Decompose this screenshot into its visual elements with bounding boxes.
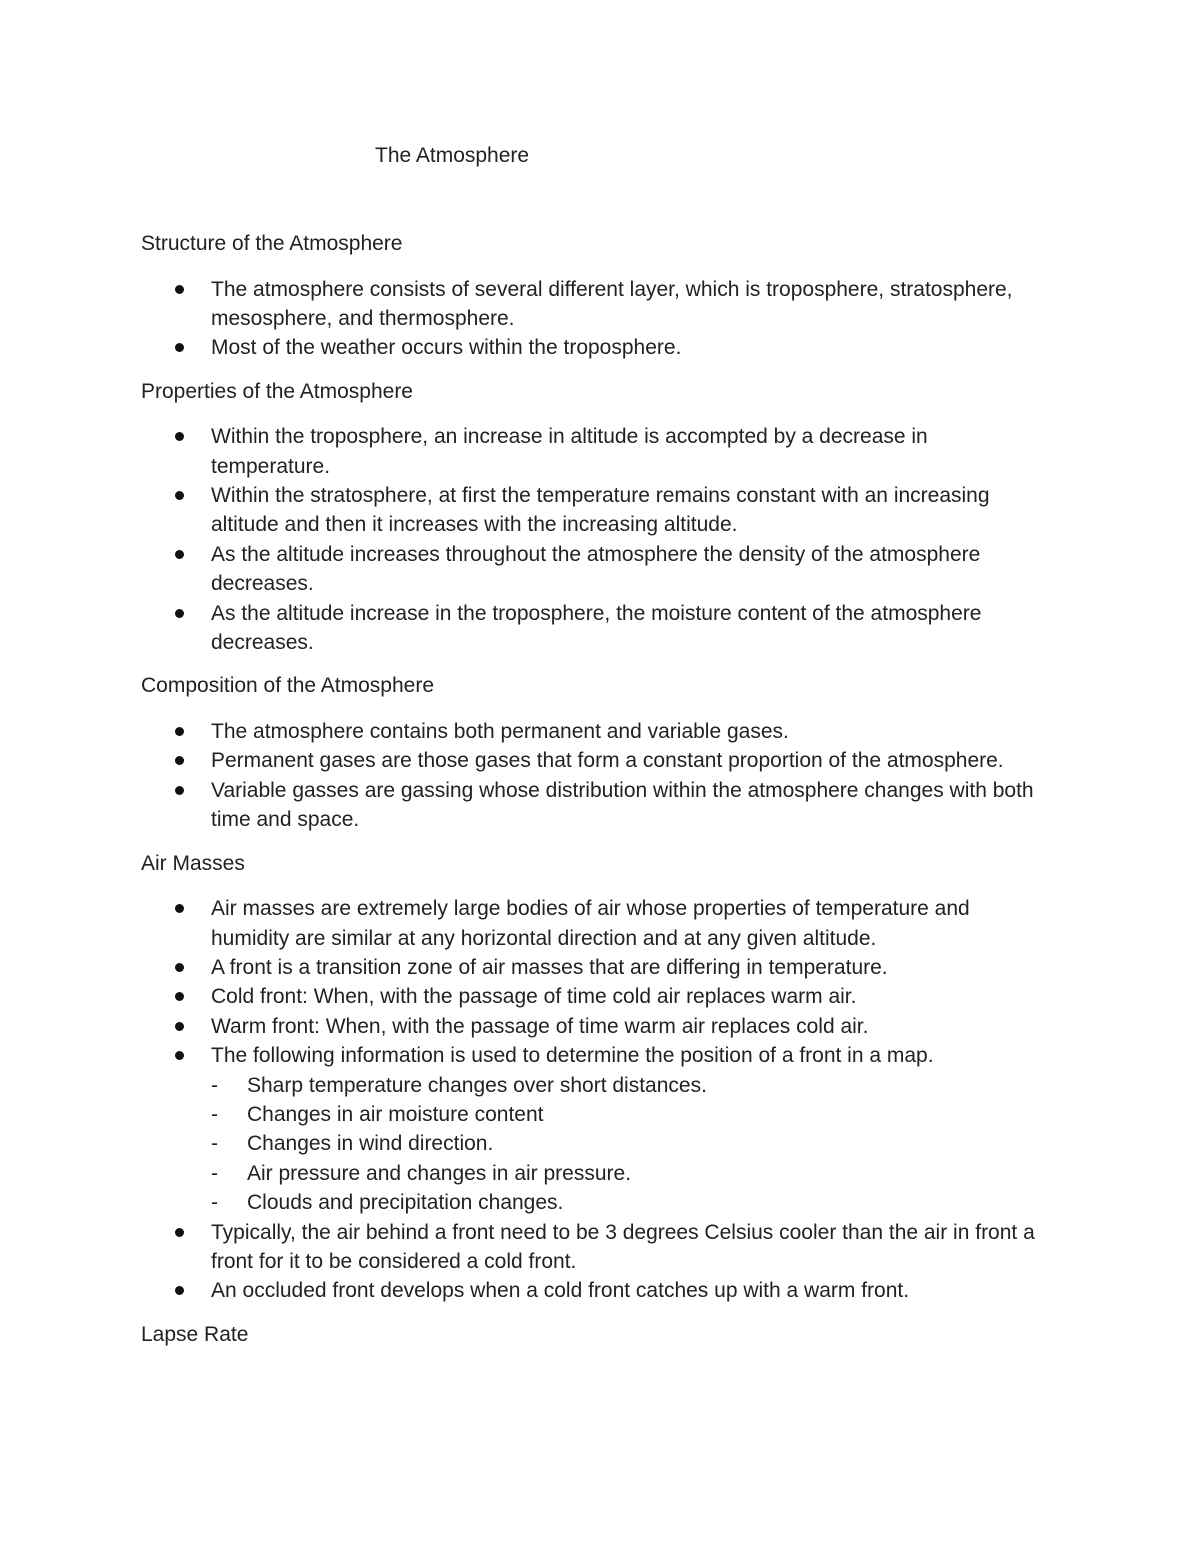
- bullet-icon: [175, 609, 184, 618]
- bullet-text: The atmosphere consists of several different layer, which is troposphere, stratosphere, mesosphere, and thermosphere.: [211, 277, 1013, 330]
- bullet-item: [141, 746, 1051, 775]
- bullet-text: Within the stratosphere, at first the temperature remains constant with an increasing altitude and then it increases with the increasing altitude.: [211, 484, 990, 537]
- bullet-icon: [175, 285, 184, 294]
- bullet-text: As the altitude increase in the troposphere, the moisture content of the atmosphere decreases.: [211, 601, 982, 655]
- sub-item: [211, 1188, 1051, 1217]
- bullet-item: [141, 333, 1051, 362]
- bullet-text: Most of the weather occurs within the troposphere.: [211, 336, 682, 360]
- sub-item: [211, 1071, 1051, 1100]
- bullet-item: [141, 953, 1051, 982]
- bullet-item: [141, 275, 1051, 334]
- document-title: The Atmosphere: [375, 144, 530, 167]
- bullet-item: [141, 1218, 1051, 1277]
- bullet-text: Within the troposphere, an increase in altitude is accompted by a decrease in temperature.: [211, 425, 928, 478]
- sub-item: [211, 1159, 1051, 1188]
- sub-item-text: Air pressure and changes in air pressure.: [247, 1161, 632, 1185]
- bullet-item: [141, 982, 1051, 1011]
- sub-item-text: Changes in air moisture content: [247, 1102, 544, 1126]
- bullet-text: Warm front: When, with the passage of time warm air replaces cold air.: [211, 1014, 869, 1038]
- bullet-icon: [175, 550, 184, 559]
- bullet-icon: [175, 491, 184, 500]
- section: [141, 377, 1051, 658]
- bullet-icon: [175, 992, 184, 1001]
- dash-marker: -: [211, 1191, 218, 1215]
- dash-marker: -: [211, 1132, 218, 1156]
- bullet-list: [141, 717, 1051, 835]
- section: [141, 671, 1051, 834]
- sub-list: [211, 1071, 1051, 1218]
- bullet-icon: [175, 904, 184, 913]
- bullet-text: Cold front: When, with the passage of time cold air replaces warm air.: [211, 985, 857, 1009]
- bullet-item: [141, 717, 1051, 746]
- bullet-list: [141, 894, 1051, 1306]
- section-heading: Properties of the Atmosphere: [141, 379, 413, 403]
- bullet-list: [141, 422, 1051, 657]
- section: [141, 1320, 1051, 1350]
- bullet-item: [141, 1041, 1051, 1217]
- bullet-item: [141, 1012, 1051, 1041]
- bullet-icon: [175, 1228, 184, 1237]
- sub-item: [211, 1100, 1051, 1129]
- bullet-text: As the altitude increases throughout the atmosphere the density of the atmosphere decreases.: [211, 542, 981, 596]
- bullet-list: [141, 275, 1051, 363]
- bullet-item: [141, 599, 1051, 658]
- section-heading: Composition of the Atmosphere: [141, 674, 434, 698]
- section-heading: Structure of the Atmosphere: [141, 232, 403, 255]
- bullet-item: [141, 481, 1051, 540]
- bullet-icon: [175, 343, 184, 352]
- bullet-text: Variable gasses are gassing whose distribution within the atmosphere changes with both time and space.: [211, 778, 1034, 832]
- bullet-icon: [175, 963, 184, 972]
- bullet-item: [141, 422, 1051, 481]
- bullet-icon: [175, 1022, 184, 1031]
- bullet-item: [141, 894, 1051, 953]
- document-body: [141, 229, 1051, 1349]
- sub-item-text: Clouds and precipitation changes.: [247, 1191, 564, 1215]
- dash-marker: -: [211, 1161, 218, 1185]
- bullet-text: Typically, the air behind a front need to be 3 degrees Celsius cooler than the air in front a front for it to be considered a cold front.: [211, 1220, 1035, 1273]
- bullet-text: Permanent gases are those gases that form a constant proportion of the atmosphere.: [211, 749, 1004, 773]
- bullet-icon: [175, 432, 184, 441]
- bullet-item: [141, 540, 1051, 599]
- bullet-item: [141, 776, 1051, 835]
- bullet-text: The following information is used to determine the position of a front in a map.: [211, 1044, 934, 1068]
- bullet-text: An occluded front develops when a cold front catches up with a warm front.: [211, 1279, 910, 1303]
- section: [141, 229, 1051, 363]
- bullet-text: A front is a transition zone of air masses that are differing in temperature.: [211, 955, 888, 979]
- sub-item-text: Changes in wind direction.: [247, 1132, 494, 1156]
- bullet-text: Air masses are extremely large bodies of air whose properties of temperature and humidity are similar at any horizontal direction and at any given altitude.: [211, 897, 970, 950]
- bullet-icon: [175, 1286, 184, 1295]
- bullet-icon: [175, 756, 184, 765]
- sub-item-text: Sharp temperature changes over short distances.: [247, 1073, 707, 1097]
- sub-item: [211, 1129, 1051, 1158]
- dash-marker: -: [211, 1102, 218, 1126]
- bullet-icon: [175, 727, 184, 736]
- bullet-icon: [175, 786, 184, 795]
- section: [141, 849, 1051, 1306]
- section-heading: Air Masses: [141, 851, 245, 875]
- bullet-icon: [175, 1051, 184, 1060]
- bullet-text: The atmosphere contains both permanent and variable gases.: [211, 719, 789, 743]
- dash-marker: -: [211, 1073, 218, 1097]
- bullet-item: [141, 1276, 1051, 1305]
- section-heading: Lapse Rate: [141, 1322, 249, 1346]
